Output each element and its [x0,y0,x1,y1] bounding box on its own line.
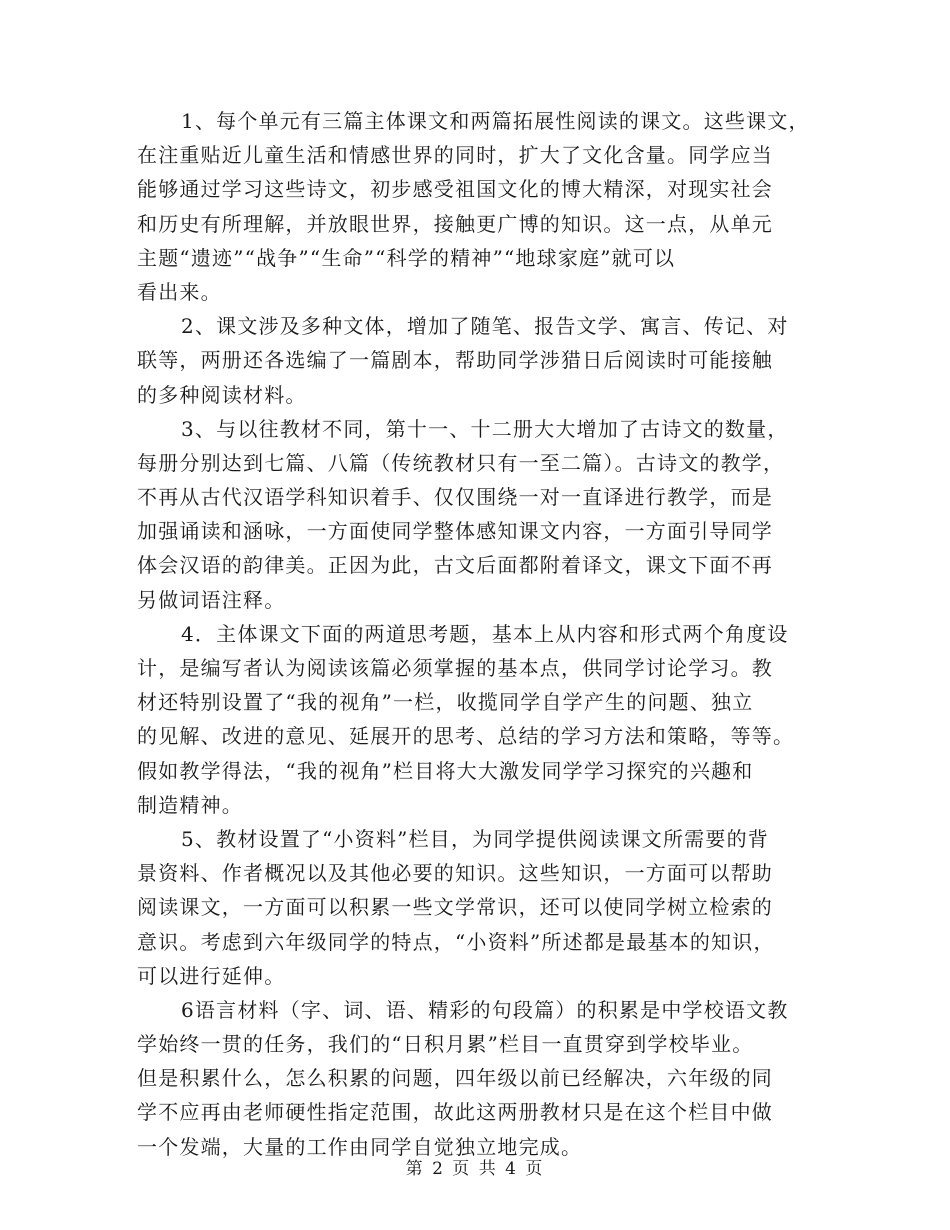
paragraph-line: 2、课文涉及多种文体，增加了随笔、报告文学、寓言、传记、对 [181,314,789,339]
paragraph-line: 看出来。 [137,279,222,304]
page-number-footer: 第 2 页 共 4 页 [405,1159,545,1179]
paragraph-line: 1、每个单元有三篇主体课文和两篇拓展性阅读的课文。这些课文， [181,109,810,133]
paragraph-line: 4．主体课文下面的两道思考题，基本上从内容和形式两个角度设 [181,621,789,646]
paragraph-5 [137,822,819,993]
paragraph-line: 另做词语注释。 [137,587,286,612]
paragraph-line: 6语言材料（字、词、语、精彩的句段篇）的积累是中学校语文教 [181,997,789,1022]
paragraph-line: 意识。考虑到六年级同学的特点，“小资料”所述都是最基本的知识， [137,929,775,954]
paragraph-line: 可以进行延伸。 [137,963,286,988]
document-body [137,104,819,1164]
paragraph-line: 每册分别达到七篇、八篇（传统教材只有一至二篇）。古诗文的教学， [137,450,785,475]
paragraph-line: 景资料、作者概况以及其他必要的知识。这些知识，一方面可以帮助 [137,861,773,886]
paragraph-2 [137,309,819,412]
paragraph-line: 能够通过学习这些诗文，初步感受祖国文化的博大精深，对现实社会 [137,177,773,202]
paragraph-line: 在注重贴近儿童生活和情感世界的同时，扩大了文化含量。同学应当 [137,143,773,168]
paragraph-line: 计，是编写者认为阅读该篇必须掌握的基本点，供同学讨论学习。教 [137,656,773,680]
paragraph-line: 主题“遗迹”“战争”“生命”“科学的精神”“地球家庭”就可以 [137,245,676,270]
paragraph-line: 和历史有所理解，并放眼世界，接触更广博的知识。这一点，从单元 [137,211,773,236]
paragraph-line: 不再从古代汉语学科知识着手、仅仅围绕一对一直译进行教学，而是 [137,485,773,510]
paragraph-line: 材还特别设置了“我的视角”一栏，收揽同学自学产生的问题、独立 [137,690,754,715]
paragraph-line: 制造精神。 [137,792,243,817]
paragraph-line: 阅读课文，一方面可以积累一些文学常识，还可以使同学树立检索的 [137,895,773,920]
paragraph-line: 但是积累什么，怎么积累的问题，四年级以前已经解决，六年级的同 [137,1066,773,1091]
paragraph-line: 学始终一贯的任务，我们的“日积月累”栏目一直贯穿到学校毕业。 [137,1032,754,1057]
paragraph-line: 的多种阅读材料。 [137,382,307,407]
paragraph-line: 一个发端，大量的工作由同学自觉独立地完成。 [137,1134,583,1159]
paragraph-4 [137,617,819,822]
paragraph-line: 学不应再由老师硬性指定范围，故此这两册教材只是在这个栏目中做 [137,1100,773,1125]
paragraph-line: 的见解、改进的意见、延展开的思考、总结的学习方法和策略，等等。 [137,724,795,749]
paragraph-line: 假如教学得法，“我的视角”栏目将大大激发同学学习探究的兴趣和 [137,758,754,783]
paragraph-line: 5、教材设置了“小资料”栏目，为同学提供阅读课文所需要的背 [181,826,769,851]
paragraph-line: 体会汉语的韵律美。正因为此，古文后面都附着译文，课文下面不再 [137,553,773,578]
paragraph-1 [137,104,819,309]
paragraph-line: 联等，两册还各选编了一篇剧本，帮助同学涉猎日后阅读时可能接触 [137,348,773,373]
paragraph-6 [137,993,819,1164]
paragraph-line: 3、与以往教材不同，第十一、十二册大大增加了古诗文的数量， [181,416,789,441]
paragraph-3 [137,412,819,617]
paragraph-line: 加强诵读和涵咏，一方面使同学整体感知课文内容，一方面引导同学 [137,519,773,544]
